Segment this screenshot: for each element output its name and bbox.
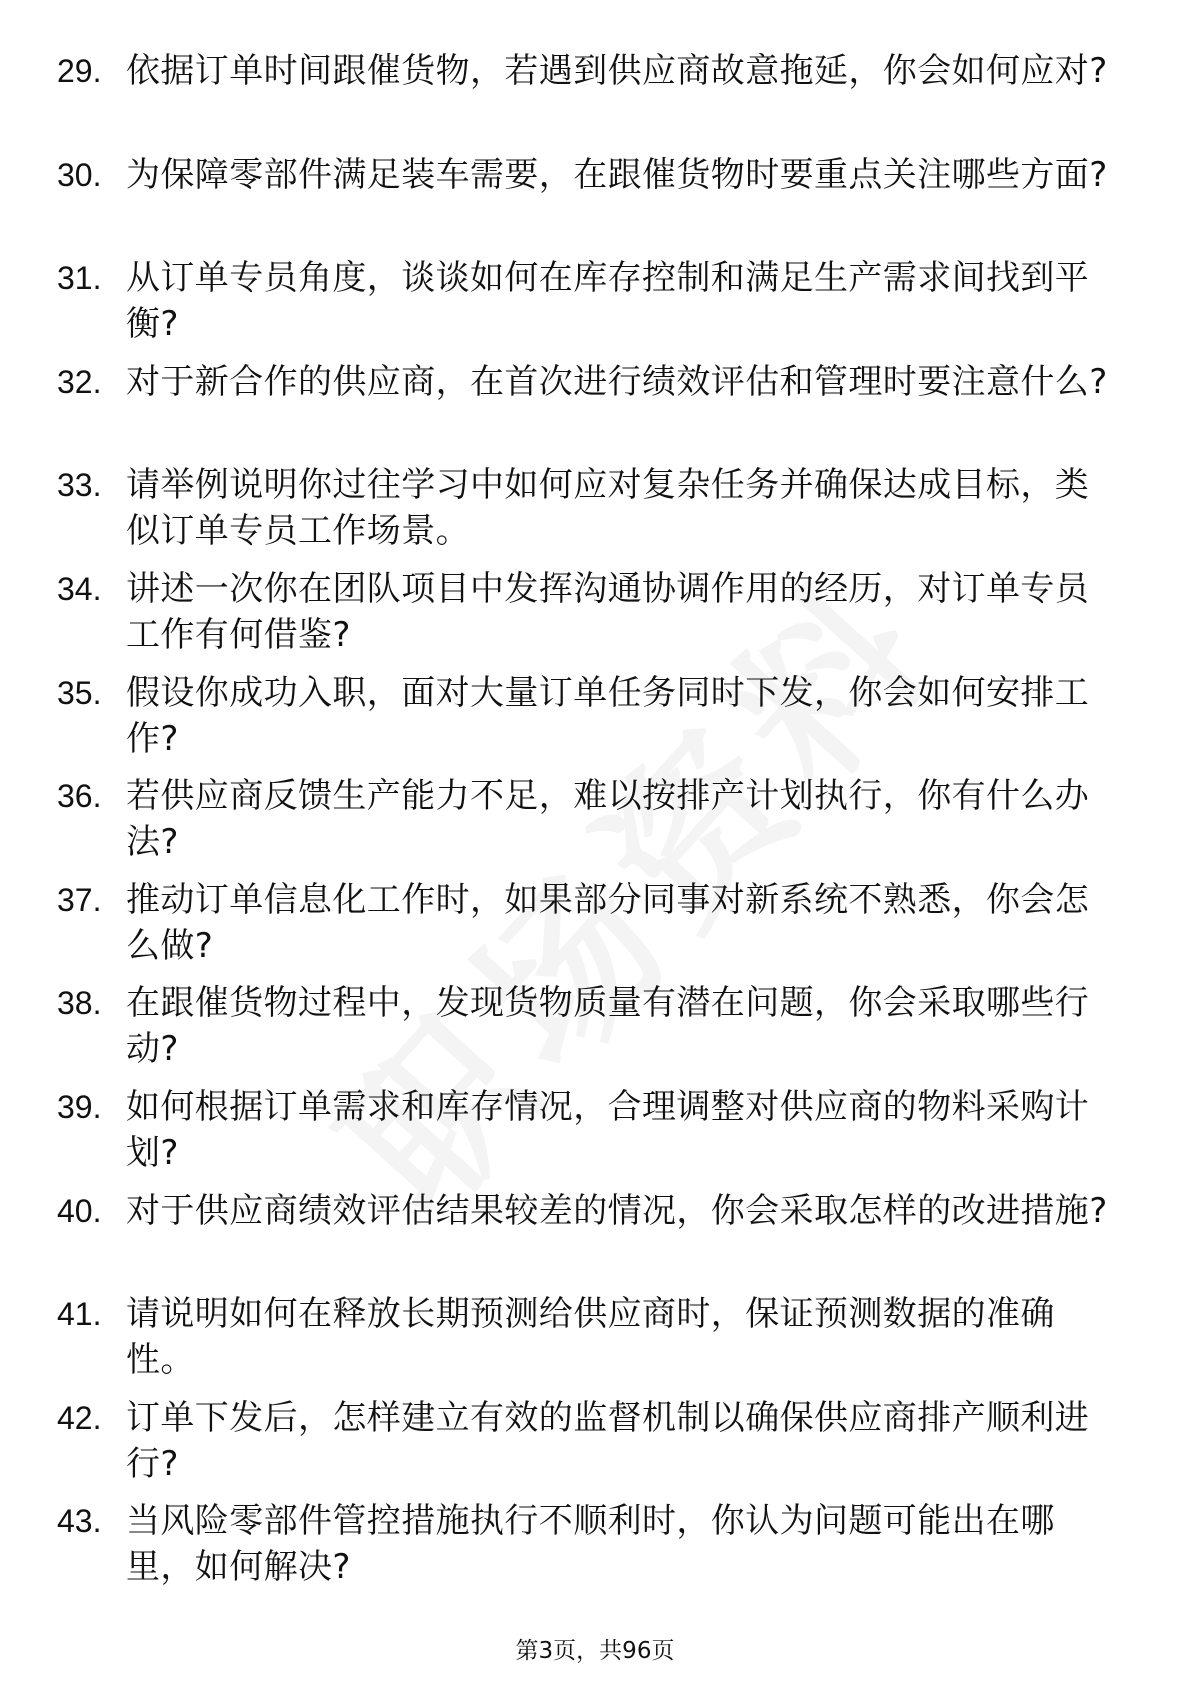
question-item bbox=[57, 566, 1117, 670]
question-text: 若供应商反馈生产能力不足，难以按排产计划执行，你有什么办法? bbox=[126, 776, 1090, 863]
question-number: 42. bbox=[57, 1399, 102, 1436]
question-item bbox=[57, 359, 1117, 463]
question-item bbox=[57, 1395, 1117, 1499]
question-text: 在跟催货物过程中，发现货物质量有潜在问题，你会采取哪些行动? bbox=[126, 983, 1090, 1070]
question-text: 讲述一次你在团队项目中发挥沟通协调作用的经历，对订单专员工作有何借鉴? bbox=[126, 568, 1090, 655]
question-item bbox=[57, 1084, 1117, 1188]
question-number: 43. bbox=[57, 1503, 102, 1540]
question-text: 订单下发后，怎样建立有效的监督机制以确保供应商排产顺利进行? bbox=[126, 1397, 1090, 1484]
question-text: 请举例说明你过往学习中如何应对复杂任务并确保达成目标，类似订单专员工作场景。 bbox=[126, 465, 1090, 552]
question-item bbox=[57, 1498, 1117, 1602]
question-text: 从订单专员角度，谈谈如何在库存控制和满足生产需求间找到平衡? bbox=[126, 258, 1090, 345]
question-text: 推动订单信息化工作时，如果部分同事对新系统不熟悉，你会怎么做? bbox=[126, 879, 1090, 966]
question-text: 假设你成功入职，面对大量订单任务同时下发，你会如何安排工作? bbox=[126, 672, 1090, 759]
question-list bbox=[57, 48, 1117, 1602]
question-item bbox=[57, 980, 1117, 1084]
page-footer: 第3页，共96页 bbox=[515, 1638, 675, 1664]
question-text: 对于供应商绩效评估结果较差的情况，你会采取怎样的改进措施? bbox=[126, 1190, 1108, 1231]
question-item bbox=[57, 462, 1117, 566]
question-number: 35. bbox=[57, 674, 102, 711]
question-number: 39. bbox=[57, 1088, 102, 1125]
question-number: 41. bbox=[57, 1296, 102, 1333]
question-item bbox=[57, 152, 1117, 256]
question-number: 37. bbox=[57, 881, 102, 918]
question-item bbox=[57, 48, 1117, 152]
question-number: 34. bbox=[57, 570, 102, 607]
question-text: 请说明如何在释放长期预测给供应商时，保证预测数据的准确性。 bbox=[126, 1294, 1055, 1381]
question-item bbox=[57, 1188, 1117, 1292]
question-number: 29. bbox=[57, 53, 102, 89]
question-item bbox=[57, 670, 1117, 774]
question-text: 当风险零部件管控措施执行不顺利时，你认为问题可能出在哪里，如何解决? bbox=[126, 1501, 1055, 1588]
question-number: 31. bbox=[57, 260, 102, 297]
question-number: 40. bbox=[57, 1192, 102, 1229]
question-text: 为保障零部件满足装车需要，在跟催货物时要重点关注哪些方面? bbox=[126, 154, 1108, 195]
question-number: 38. bbox=[57, 985, 102, 1022]
question-item bbox=[57, 773, 1117, 877]
question-item bbox=[57, 877, 1117, 981]
question-text: 依据订单时间跟催货物，若遇到供应商故意拖延，你会如何应对? bbox=[126, 51, 1108, 91]
question-item bbox=[57, 255, 1117, 359]
question-text: 对于新合作的供应商，在首次进行绩效评估和管理时要注意什么? bbox=[126, 361, 1108, 402]
question-text: 如何根据订单需求和库存情况，合理调整对供应商的物料采购计划? bbox=[126, 1086, 1090, 1173]
question-number: 33. bbox=[57, 467, 102, 504]
question-number: 36. bbox=[57, 778, 102, 815]
question-number: 30. bbox=[57, 156, 102, 193]
question-item bbox=[57, 1291, 1117, 1395]
question-number: 32. bbox=[57, 363, 102, 400]
